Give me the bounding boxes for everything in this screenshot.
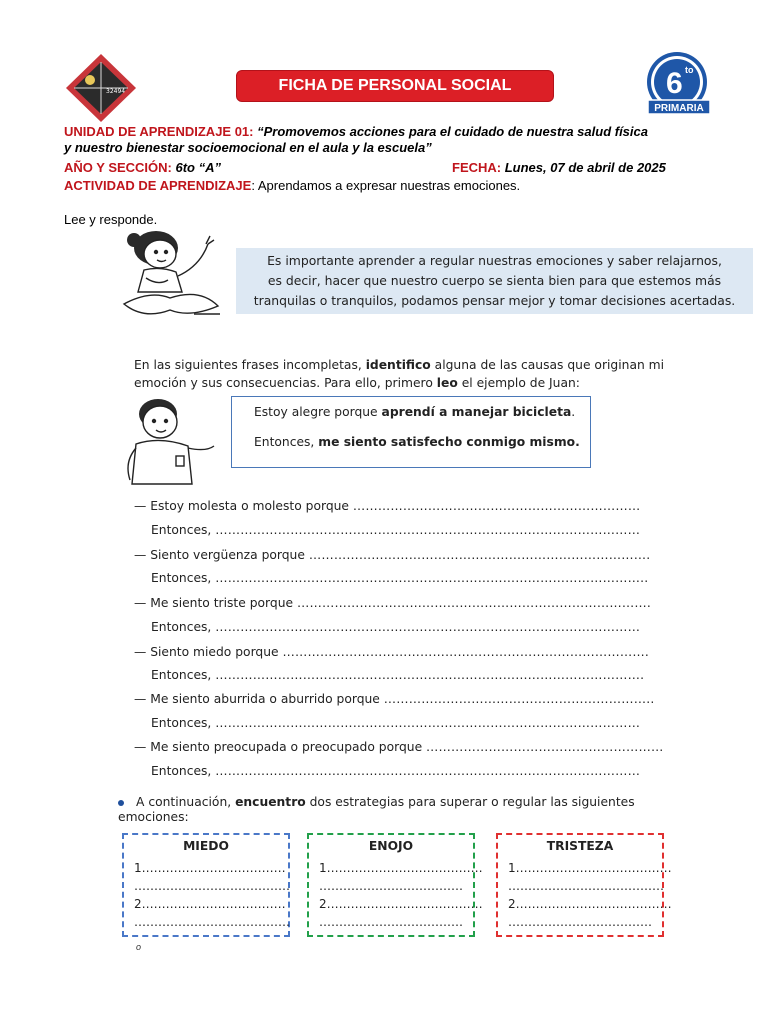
paragraph-bold-2: leo bbox=[436, 376, 458, 390]
prompt-text: — Me siento preocupada o preocupado porque bbox=[134, 740, 427, 754]
sentence-prompt-2[interactable] bbox=[134, 548, 651, 562]
then-text: Entonces, bbox=[151, 668, 216, 682]
prompt-text: — Siento vergüenza porque bbox=[134, 548, 309, 562]
prompt-dots: ……………………………………………………….. bbox=[383, 692, 655, 706]
answer-line[interactable]: 1……………………………… bbox=[134, 861, 286, 875]
prompt-text: — Estoy molesta o molesto porque bbox=[134, 499, 353, 513]
unidad-value-2: y nuestro bienestar socioemocional en el aula y la escuela” bbox=[64, 140, 432, 155]
emotion-box-tristeza bbox=[496, 833, 672, 937]
bullet-icon bbox=[118, 800, 124, 806]
prompt-dots: …………………………………………………………… bbox=[352, 499, 641, 513]
sentence-then-6[interactable] bbox=[151, 764, 641, 778]
sentence-prompt-4[interactable] bbox=[134, 645, 650, 659]
then-dots: …………………………………………………………………………………………. bbox=[215, 668, 645, 682]
paragraph-bold-1: identifico bbox=[365, 358, 431, 372]
fecha-line bbox=[452, 160, 666, 176]
prompt-dots: ……………………………………………………………………………. bbox=[282, 645, 650, 659]
then-text: Entonces, bbox=[151, 620, 216, 634]
prompt-text: — Siento miedo porque bbox=[134, 645, 283, 659]
sentence-prompt-1[interactable] bbox=[134, 499, 641, 513]
instruction-text: Lee y responde. bbox=[64, 212, 158, 227]
prompt-text: — Me siento aburrida o aburrido porque bbox=[134, 692, 384, 706]
info-line-2: es decir, hacer que nuestro cuerpo se sienta bien para que estemos más bbox=[267, 273, 722, 288]
prompt-dots: ………………………………………………………………………. bbox=[308, 548, 651, 562]
then-dots: ………………………………………………………………………………………… bbox=[215, 620, 641, 634]
sentence-prompt-6[interactable] bbox=[134, 740, 664, 754]
example-l1-b: aprendí a manejar bicicleta bbox=[381, 405, 572, 419]
grade-logo bbox=[644, 50, 714, 120]
answer-line[interactable]: 2………………………………… bbox=[319, 897, 483, 911]
sentence-prompt-5[interactable] bbox=[134, 692, 655, 706]
logo-primaria-label: PRIMARIA bbox=[654, 103, 704, 114]
answer-line[interactable]: ………………………………… bbox=[134, 915, 290, 929]
prompt-dots: …………………………………………………………………………. bbox=[296, 596, 651, 610]
info-box bbox=[236, 248, 753, 314]
example-l2-a: Entonces, bbox=[254, 435, 319, 449]
school-logo bbox=[62, 52, 140, 124]
anio-line bbox=[64, 160, 221, 176]
answer-line[interactable]: ……………………………… bbox=[508, 915, 652, 929]
example-box bbox=[231, 396, 591, 468]
example-l1-c: . bbox=[571, 405, 576, 419]
prompt-text: — Me siento triste porque bbox=[134, 596, 297, 610]
page-title: FICHA DE PERSONAL SOCIAL bbox=[236, 70, 554, 102]
fecha-value: Lunes, 07 de abril de 2025 bbox=[504, 160, 666, 175]
strategies-c: dos estrategias para superar o regular las siguientes emociones: bbox=[118, 795, 635, 824]
then-text: Entonces, bbox=[151, 716, 216, 730]
emotion-title: MIEDO bbox=[183, 839, 229, 853]
then-dots: ………………………………………………………………………………………… bbox=[215, 716, 641, 730]
example-line-1 bbox=[254, 405, 575, 419]
paragraph-part-3: el ejemplo de Juan: bbox=[457, 376, 580, 390]
unidad-line bbox=[64, 124, 648, 140]
sentence-then-3[interactable] bbox=[151, 620, 641, 634]
then-text: Entonces, bbox=[151, 523, 216, 537]
example-l1-a: Estoy alegre porque bbox=[254, 405, 382, 419]
logo-number: 32494 bbox=[106, 88, 126, 95]
actividad-value: Aprendamos a expresar nuestras emociones. bbox=[257, 178, 521, 193]
prompt-dots: ………………………………………………… bbox=[426, 740, 664, 754]
sentence-then-2[interactable] bbox=[151, 571, 649, 585]
example-l2-b: me siento satisfecho conmigo mismo. bbox=[318, 435, 580, 449]
then-dots: ………………………………………………………………………………………… bbox=[215, 523, 641, 537]
logo-grade-sup: to bbox=[685, 65, 694, 75]
then-dots: ………………………………………………………………………………………….. bbox=[215, 571, 649, 585]
answer-line[interactable]: ……………………………… bbox=[319, 879, 463, 893]
footer-mark: o bbox=[136, 942, 142, 952]
answer-line[interactable]: ……………………………… bbox=[319, 915, 463, 929]
emotion-box-miedo bbox=[122, 833, 290, 937]
answer-line[interactable]: 1………………………………… bbox=[508, 861, 672, 875]
actividad-label: ACTIVIDAD DE APRENDIZAJE bbox=[64, 178, 252, 193]
answer-line[interactable]: 2………………………………… bbox=[508, 897, 672, 911]
answer-line[interactable]: ………………………………… bbox=[508, 879, 664, 893]
fecha-label: FECHA: bbox=[452, 160, 502, 175]
sentence-then-4[interactable] bbox=[151, 668, 645, 682]
info-line-1: Es importante aprender a regular nuestras emociones y saber relajarnos, bbox=[267, 253, 722, 268]
emotion-box-enojo bbox=[307, 833, 483, 937]
boy-illustration bbox=[118, 394, 224, 488]
paragraph-part-2: alguna de las causas que originan mi emoción y sus consecuencias. Para ello, primero bbox=[134, 358, 665, 390]
sentence-then-1[interactable] bbox=[151, 523, 641, 537]
actividad-line bbox=[64, 178, 520, 194]
paragraph-part-1: En las siguientes frases incompletas, bbox=[134, 358, 366, 372]
example-line-2 bbox=[254, 435, 580, 449]
unidad-label: UNIDAD DE APRENDIZAJE 01: bbox=[64, 124, 254, 139]
strategies-b: encuentro bbox=[235, 795, 306, 809]
emotion-title: TRISTEZA bbox=[546, 839, 614, 853]
actividad-sep: : bbox=[251, 178, 255, 193]
girl-illustration bbox=[110, 226, 228, 320]
anio-label: AÑO Y SECCIÓN: bbox=[64, 160, 172, 175]
answer-line[interactable]: 2……………………………… bbox=[134, 897, 286, 911]
unidad-value-1: “Promovemos acciones para el cuidado de nuestra salud física bbox=[257, 124, 648, 139]
sentence-then-5[interactable] bbox=[151, 716, 641, 730]
info-line-3: tranquilas o tranquilos, podamos pensar mejor y tomar decisiones acertadas. bbox=[253, 293, 736, 308]
anio-value: 6to “A” bbox=[175, 160, 221, 175]
unidad-line-2 bbox=[64, 140, 432, 156]
then-text: Entonces, bbox=[151, 571, 216, 585]
strategies-a: A continuación, bbox=[136, 795, 236, 809]
emotion-title: ENOJO bbox=[368, 839, 414, 853]
strategies-instruction bbox=[118, 795, 678, 825]
answer-line[interactable]: 1………………………………… bbox=[319, 861, 483, 875]
sentence-prompt-3[interactable] bbox=[134, 596, 651, 610]
then-text: Entonces, bbox=[151, 764, 216, 778]
then-dots: ………………………………………………………………………………………… bbox=[215, 764, 641, 778]
answer-line[interactable]: ………………………………… bbox=[134, 879, 290, 893]
logo-grade-number: 6 bbox=[666, 67, 683, 100]
intro-paragraph bbox=[134, 356, 694, 392]
